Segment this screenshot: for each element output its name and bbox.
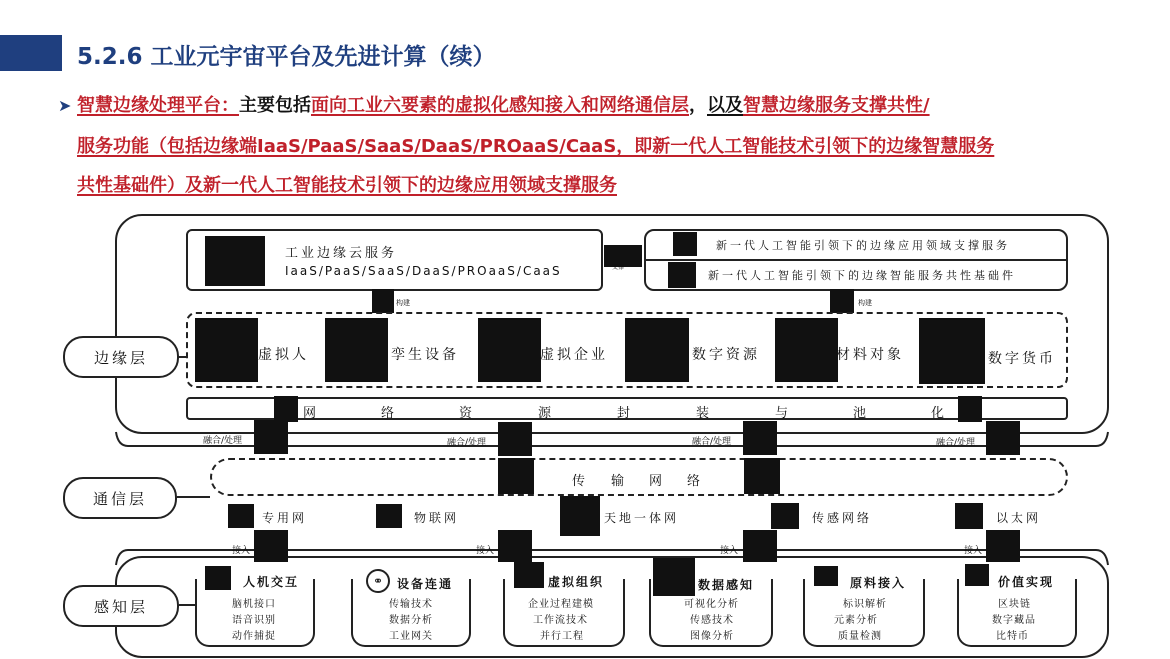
card-virtual-org-title: 虚拟组织 xyxy=(545,573,607,590)
card-material-item-3: 质量检测 xyxy=(838,631,882,642)
net-private: 专用网 xyxy=(262,511,308,525)
fuse-label-4: 融合/处理 xyxy=(936,438,976,448)
support-label: 支撑 xyxy=(612,264,625,271)
access-label-1: 接入 xyxy=(232,546,251,556)
transport-node-right xyxy=(744,458,780,494)
data-icon xyxy=(653,558,695,596)
pool-char-2: 络 xyxy=(381,406,398,421)
twin-currency: 数字货币 xyxy=(988,351,1056,367)
access-connector-1 xyxy=(254,530,288,562)
card-hci-item-1: 脑机接口 xyxy=(232,599,276,610)
twin-resource: 数字资源 xyxy=(692,347,760,363)
ai-service-icon-2 xyxy=(668,262,696,288)
virtual-human-icon xyxy=(195,318,258,382)
intro-comma: ， xyxy=(689,95,707,116)
fuse-connector-1 xyxy=(254,420,288,454)
build-connector-left xyxy=(372,289,394,313)
card-device-title: 设备连通 xyxy=(394,575,456,592)
card-material-item-1: 标识解析 xyxy=(843,599,887,610)
card-value-title: 价值实现 xyxy=(995,573,1057,590)
twin-virtual-human: 虚拟人 xyxy=(258,347,309,363)
card-virtual-org-item-2: 工作流技术 xyxy=(533,615,588,626)
pool-char-3: 资 xyxy=(459,406,476,421)
fuse-connector-3 xyxy=(743,421,777,455)
twin-material: 材料对象 xyxy=(836,347,904,363)
build-label-left: 构建 xyxy=(396,299,410,307)
intro-highlight-1: 面向工业六要素的虚拟化感知接入和网络通信层 xyxy=(311,95,689,116)
transport-char-4: 络 xyxy=(687,474,704,489)
card-material-item-2: 元素分析 xyxy=(834,615,878,626)
fuse-connector-2 xyxy=(498,422,532,456)
ai-service-icon-1 xyxy=(673,232,697,256)
pool-char-8: 池 xyxy=(853,406,870,421)
factory-icon xyxy=(814,566,838,586)
pool-char-6: 装 xyxy=(696,406,713,421)
intro-and: 以及 xyxy=(707,95,743,116)
cloud-icon xyxy=(205,236,265,286)
material-object-icon xyxy=(775,318,838,382)
card-data-sense-item-1: 可视化分析 xyxy=(684,599,739,610)
card-material-title: 原料接入 xyxy=(847,574,909,591)
transport-char-2: 输 xyxy=(611,474,628,489)
transport-node-left xyxy=(498,458,534,494)
iot-network-icon xyxy=(376,504,402,528)
ai-service-1: 新一代人工智能引领下的边缘应用领域支撑服务 xyxy=(716,239,1010,252)
twin-device: 孪生设备 xyxy=(391,347,459,363)
net-space-ground: 天地一体网 xyxy=(604,511,680,525)
digital-resource-icon xyxy=(625,318,689,382)
card-hci-title: 人机交互 xyxy=(240,573,302,590)
card-value-item-3: 比特币 xyxy=(996,631,1029,642)
pool-char-7: 与 xyxy=(775,406,792,421)
virtual-enterprise-icon xyxy=(478,318,541,382)
card-virtual-org-item-1: 企业过程建模 xyxy=(528,599,594,610)
ethernet-icon xyxy=(955,503,983,529)
pool-char-5: 封 xyxy=(617,406,634,421)
card-value-item-1: 区块链 xyxy=(998,599,1031,610)
person-icon xyxy=(205,566,231,590)
private-network-icon xyxy=(228,504,254,528)
space-ground-network-icon xyxy=(560,496,600,536)
net-ethernet: 以太网 xyxy=(996,511,1042,525)
fuse-label-3: 融合/处理 xyxy=(692,437,732,447)
pool-connector-left xyxy=(274,396,298,422)
card-value-item-2: 数字藏品 xyxy=(992,615,1036,626)
card-data-sense-title: 数据感知 xyxy=(695,576,757,593)
access-label-3: 接入 xyxy=(720,546,739,556)
fuse-connector-4 xyxy=(986,421,1020,455)
pool-connector-right xyxy=(958,396,982,422)
organization-icon xyxy=(514,562,544,588)
twin-device-icon xyxy=(325,318,388,382)
intro-highlight-2: 智慧边缘服务支撑共性/ xyxy=(743,95,930,116)
intro-text: 主要包括 xyxy=(239,95,311,116)
pool-char-9: 化 xyxy=(931,406,948,421)
access-label-2: 接入 xyxy=(476,546,495,556)
sensor-network-icon xyxy=(771,503,799,529)
card-virtual-org-item-3: 并行工程 xyxy=(540,631,584,642)
net-iot: 物联网 xyxy=(414,511,460,525)
page-title: 5.2.6 工业元宇宙平台及先进计算（续） xyxy=(77,44,496,70)
layer-sense-label: 感知层 xyxy=(63,585,179,627)
card-device-item-3: 工业网关 xyxy=(389,631,433,642)
pool-char-4: 源 xyxy=(538,406,555,421)
intro-highlight-4: 共性基础件）及新一代人工智能技术引领下的边缘应用领域支撑服务 xyxy=(77,175,617,196)
cloud-title: 工业边缘云服务 xyxy=(285,246,398,261)
cloud-sub: IaaS/PaaS/SaaS/DaaS/PROaaS/CaaS xyxy=(285,264,562,278)
access-connector-4 xyxy=(986,530,1020,562)
transport-network-bar xyxy=(210,458,1068,496)
layer-edge-label: 边缘层 xyxy=(63,336,179,378)
intro-highlight-3: 服务功能（包括边缘端IaaS/PaaS/SaaS/DaaS/PROaaS/CaaS，即新一代人工智能技术引领下的边缘智慧服务 xyxy=(77,136,995,157)
card-hci-item-3: 动作捕捉 xyxy=(232,631,276,642)
access-label-4: 接入 xyxy=(964,546,983,556)
build-connector-right xyxy=(830,289,854,313)
intro-term: 智慧边缘处理平台： xyxy=(77,95,239,116)
access-connector-2 xyxy=(498,530,532,562)
digital-currency-icon xyxy=(919,318,985,384)
fuse-label-1: 融合/处理 xyxy=(203,436,243,446)
ai-service-2: 新一代人工智能引领下的边缘智能服务共性基础件 xyxy=(708,269,1016,282)
layer-comm-label: 通信层 xyxy=(63,477,177,519)
fuse-label-2: 融合/处理 xyxy=(447,438,487,448)
card-data-sense-item-2: 传感技术 xyxy=(690,615,734,626)
link-icon: ⚭ xyxy=(366,569,390,593)
ai-services-divider xyxy=(646,259,1066,261)
twin-enterprise: 虚拟企业 xyxy=(540,347,608,363)
card-device-item-2: 数据分析 xyxy=(389,615,433,626)
card-data-sense-item-3: 图像分析 xyxy=(690,631,734,642)
card-hci-item-2: 语音识别 xyxy=(232,615,276,626)
net-sensor: 传感网络 xyxy=(812,511,873,525)
pool-char-1: 网 xyxy=(303,406,320,421)
access-connector-3 xyxy=(743,530,777,562)
transport-char-1: 传 xyxy=(572,474,589,489)
build-label-right: 构建 xyxy=(858,299,872,307)
card-device-item-1: 传输技术 xyxy=(389,599,433,610)
wallet-icon xyxy=(965,564,989,586)
bullet-arrow-icon: ➤ xyxy=(58,96,72,115)
transport-char-3: 网 xyxy=(649,474,666,489)
